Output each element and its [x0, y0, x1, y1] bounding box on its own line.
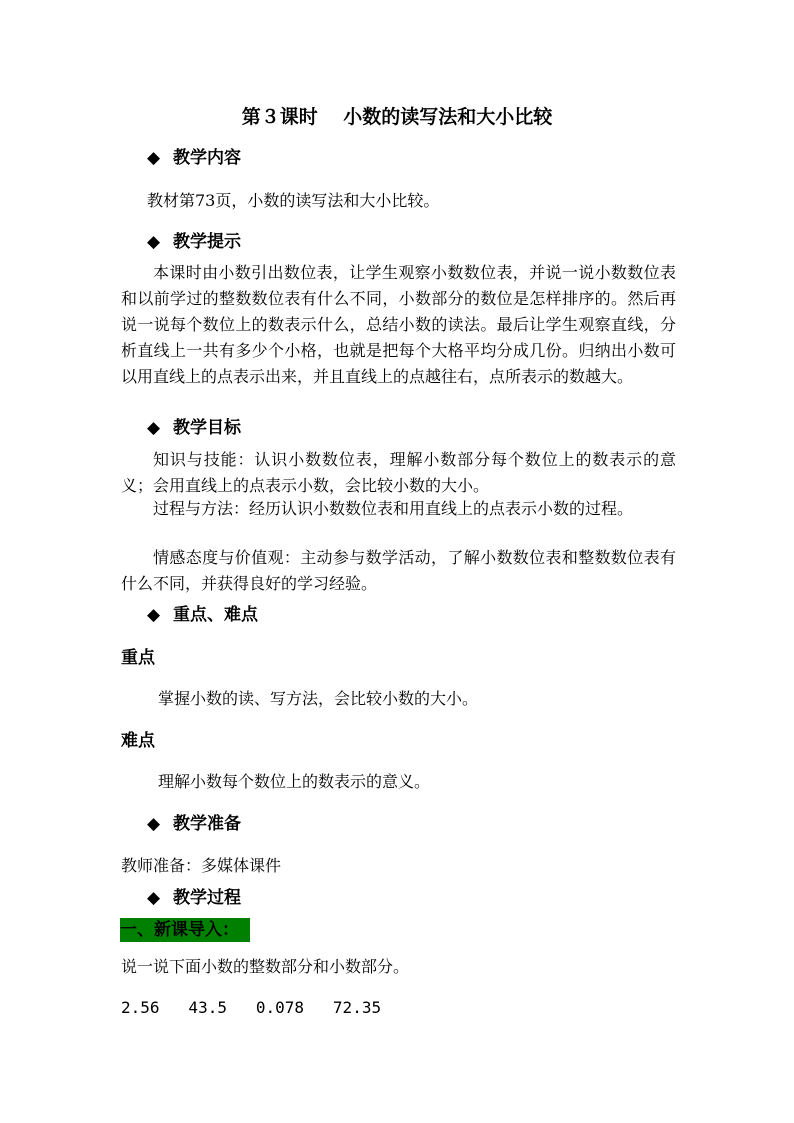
heading-content-label: 教学内容 [173, 148, 241, 168]
goal-attitude: 情感态度与价值观：主动参与数学活动，了解小数数位表和整数数位表有什么不同，并获得良好的学习经验。 [121, 548, 676, 593]
heading-goals-label: 教学目标 [173, 418, 241, 438]
step-highlight: 一、新课导入： [120, 918, 250, 942]
diamond-bullet-icon: ◆ [147, 814, 161, 834]
prep-text: 教师准备：多媒体课件 [121, 856, 282, 875]
heading-goals [147, 416, 241, 440]
key-label: 重点 [121, 648, 155, 668]
difficulty-text: 理解小数每个数位上的数表示的意义。 [158, 772, 431, 791]
tips-paragraph: 本课时由小数引出数位表，让学生观察小数数位表，并说一说小数数位表和以前学过的整数数位表有什么不同，小数部分的数位是怎样排序的。然后再说一说每个数位上的数表示什么，总结小数的读法。最后让学生观察直线，分析直线上一共有多少个小格，也就是把每个大格平均分成几份。归纳出小数可以用直线上的点表示出来，并且直线上的点越往右，点所表示的数越大。 [121, 263, 676, 386]
heading-process [147, 886, 241, 910]
process-prompt: 说一说下面小数的整数部分和小数部分。 [121, 957, 410, 976]
heading-content [147, 146, 241, 170]
heading-process-label: 教学过程 [173, 888, 241, 908]
heading-key [147, 603, 258, 627]
heading-tips-label: 教学提示 [173, 232, 241, 252]
goal-process: 过程与方法：经历认识小数数位表和用直线上的点表示小数的过程。 [153, 499, 634, 518]
content-text: 教材第73页，小数的读写法和大小比较。 [147, 191, 440, 210]
decimal-numbers: 2.56 43.5 0.078 72.35 [121, 998, 382, 1017]
page-title: 第３课时 小数的读写法和大小比较 [241, 106, 553, 128]
difficulty-label: 难点 [121, 731, 155, 751]
heading-tips [147, 230, 241, 254]
diamond-bullet-icon: ◆ [147, 418, 161, 438]
diamond-bullet-icon: ◆ [147, 232, 161, 252]
heading-prep-label: 教学准备 [173, 814, 241, 834]
diamond-bullet-icon: ◆ [147, 888, 161, 908]
key-text: 掌握小数的读、写方法，会比较小数的大小。 [158, 689, 479, 708]
diamond-bullet-icon: ◆ [147, 605, 161, 625]
goal-knowledge: 知识与技能：认识小数数位表，理解小数部分每个数位上的数表示的意义；会用直线上的点表示小数，会比较小数的大小。 [121, 450, 676, 495]
diamond-bullet-icon: ◆ [147, 148, 161, 168]
heading-prep [147, 812, 241, 836]
heading-key-label: 重点、难点 [173, 605, 258, 625]
